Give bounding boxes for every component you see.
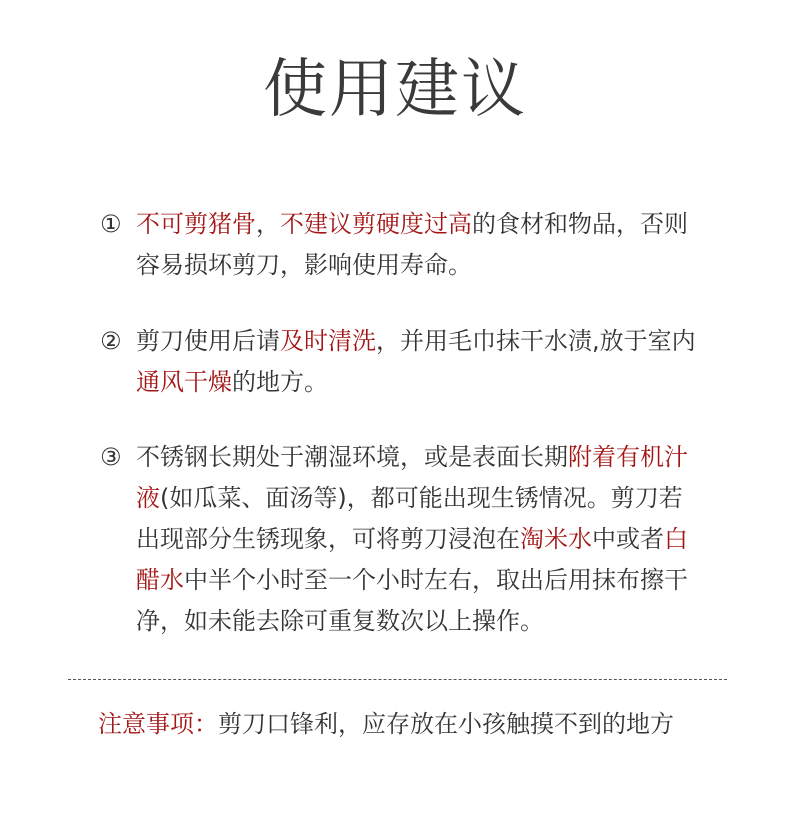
tip-segment: 及时清洗	[280, 327, 376, 355]
tip-segment: 的食材和物品，否则容易损坏剪刀，影响使用寿命。	[136, 210, 688, 279]
tip-number: ①	[100, 210, 122, 238]
tip-segment: 不可剪猪骨	[136, 210, 256, 238]
tip-text	[136, 321, 700, 403]
tip-segment: 白醋水	[136, 525, 688, 594]
tip-segment: ，	[256, 210, 280, 238]
tip-segment: 中或者	[592, 525, 664, 553]
tip-segment: 淘米水	[520, 525, 592, 553]
tip-segment: 不锈钢长期处于潮湿环境，或是表面长期	[136, 443, 568, 471]
tip-segment: 剪刀使用后请	[136, 327, 280, 355]
page-title: 使用建议	[263, 53, 527, 127]
tip-text	[136, 437, 700, 642]
tip-segment: ，并用毛巾抹干水渍,放于室内	[376, 327, 696, 355]
tip-number: ③	[100, 443, 122, 471]
caution-label: 注意事项：	[98, 710, 218, 738]
tip-segment: 通风干燥	[136, 368, 232, 396]
dashed-divider	[68, 679, 727, 680]
usage-tip-1	[100, 204, 700, 286]
caution-note	[98, 704, 674, 745]
tip-segment: 的地方。	[232, 368, 328, 396]
tip-number: ②	[100, 327, 122, 355]
tip-segment: 不建议剪硬度过高	[280, 210, 472, 238]
usage-tip-2	[100, 321, 700, 403]
usage-tip-3	[100, 437, 700, 642]
tip-segment: (如瓜菜、面汤等)，都可能出现生锈情况。剪刀若出现部分生锈现象，可将剪刀浸泡在	[136, 484, 683, 553]
tip-segment: 附着有机汁液	[136, 443, 688, 512]
tip-text	[136, 204, 700, 286]
tip-segment: 中半个小时至一个小时左右，取出后用抹布擦干净，如未能去除可重复数次以上操作。	[136, 566, 688, 635]
caution-text: 剪刀口锋利，应存放在小孩触摸不到的地方	[218, 710, 674, 738]
